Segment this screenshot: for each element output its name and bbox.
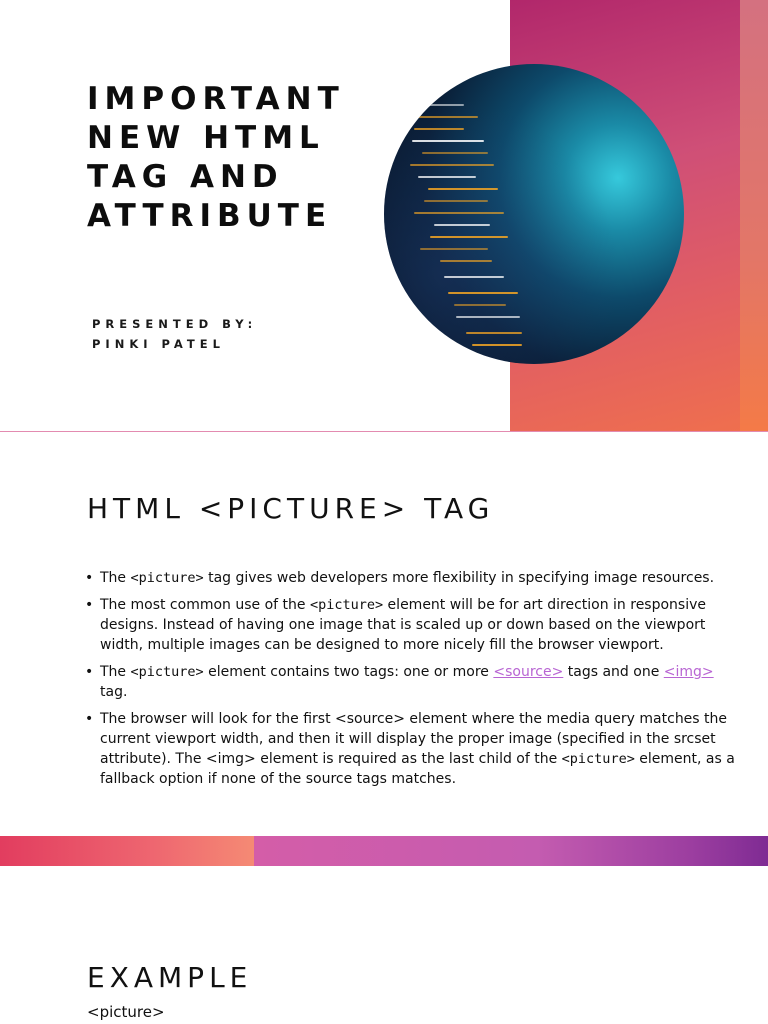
code-line	[456, 316, 520, 318]
bullet-item	[85, 662, 735, 702]
accent-edge-strip	[740, 0, 768, 432]
code-line	[414, 128, 464, 130]
code-line	[422, 152, 488, 154]
code-line	[472, 344, 522, 346]
code-line	[414, 212, 504, 214]
bullet-text: tag gives web developers more flexibility in specifying image resources.	[203, 570, 715, 586]
presented-by-label: PRESENTED BY:	[92, 317, 258, 331]
slide-title	[87, 80, 387, 236]
presenter-block	[92, 314, 257, 354]
slide-title-line: TAG AND	[87, 159, 284, 195]
bullet-text: The browser will look for the first <source> element where the media query matches the current viewport width, and then it will display the proper image (specified in the srcset attribute). The <img> element is required as the last child of the	[100, 711, 728, 767]
bullet-list	[85, 568, 735, 796]
picture-tag-slide	[0, 433, 768, 836]
code-line	[420, 248, 488, 250]
code-line	[404, 104, 464, 106]
bullet-text: element, as a fallback option if none of the source tags matches.	[100, 751, 735, 787]
img-tag-link[interactable]: <img>	[663, 664, 714, 680]
bullet-text: tag.	[100, 684, 128, 700]
code-line	[412, 140, 484, 142]
bullet-text: tags and one	[563, 664, 664, 680]
code-line	[398, 116, 478, 118]
code-line	[410, 164, 494, 166]
bullet-text: The most common use of the	[100, 597, 310, 613]
example-slide	[0, 866, 768, 1024]
code-line	[430, 236, 508, 238]
code-screen-image	[384, 64, 684, 364]
slide-heading: EXAMPLE	[87, 961, 253, 994]
accent-bar-left	[0, 836, 254, 866]
bullet-dot: •	[85, 711, 94, 727]
slide-title-line: ATTRIBUTE	[87, 198, 333, 234]
slide-title-line: NEW HTML	[87, 120, 325, 156]
bullet-item	[85, 595, 735, 655]
inline-code: <picture>	[130, 570, 204, 586]
bullet-dot: •	[85, 664, 94, 680]
code-line	[428, 188, 498, 190]
bullet-item	[85, 568, 735, 588]
code-line	[418, 176, 476, 178]
bullet-text: The	[100, 664, 131, 680]
inline-code: <picture>	[309, 597, 384, 613]
code-line	[454, 304, 506, 306]
title-slide	[0, 0, 768, 432]
code-line	[448, 292, 518, 294]
code-snippet: <picture>	[87, 1003, 165, 1021]
bullet-dot: •	[85, 570, 94, 586]
image-glow	[384, 64, 684, 364]
code-line	[444, 276, 504, 278]
bullet-text: element will be for art direction in responsive designs. Instead of having one image that is scaled up or down based on the viewport width, multiple images can be designed to more nicely fill the browser viewport.	[100, 597, 707, 653]
slide-title-line: IMPORTANT	[87, 81, 345, 117]
bullet-item	[85, 709, 735, 789]
inline-code: <picture>	[561, 751, 635, 767]
inline-code: <picture>	[130, 664, 204, 680]
code-line	[424, 200, 488, 202]
accent-bar-right	[254, 836, 768, 866]
bullet-text: element contains two tags: one or more	[203, 664, 494, 680]
slide-divider	[0, 431, 768, 432]
bullet-dot: •	[85, 597, 94, 613]
code-line	[440, 260, 492, 262]
source-tag-link[interactable]: <source>	[493, 664, 564, 680]
code-line	[466, 332, 522, 334]
code-line	[434, 224, 490, 226]
presenter-name: PINKI PATEL	[92, 337, 225, 351]
slide-heading: HTML <PICTURE> TAG	[87, 492, 495, 525]
bullet-text: The	[100, 570, 131, 586]
